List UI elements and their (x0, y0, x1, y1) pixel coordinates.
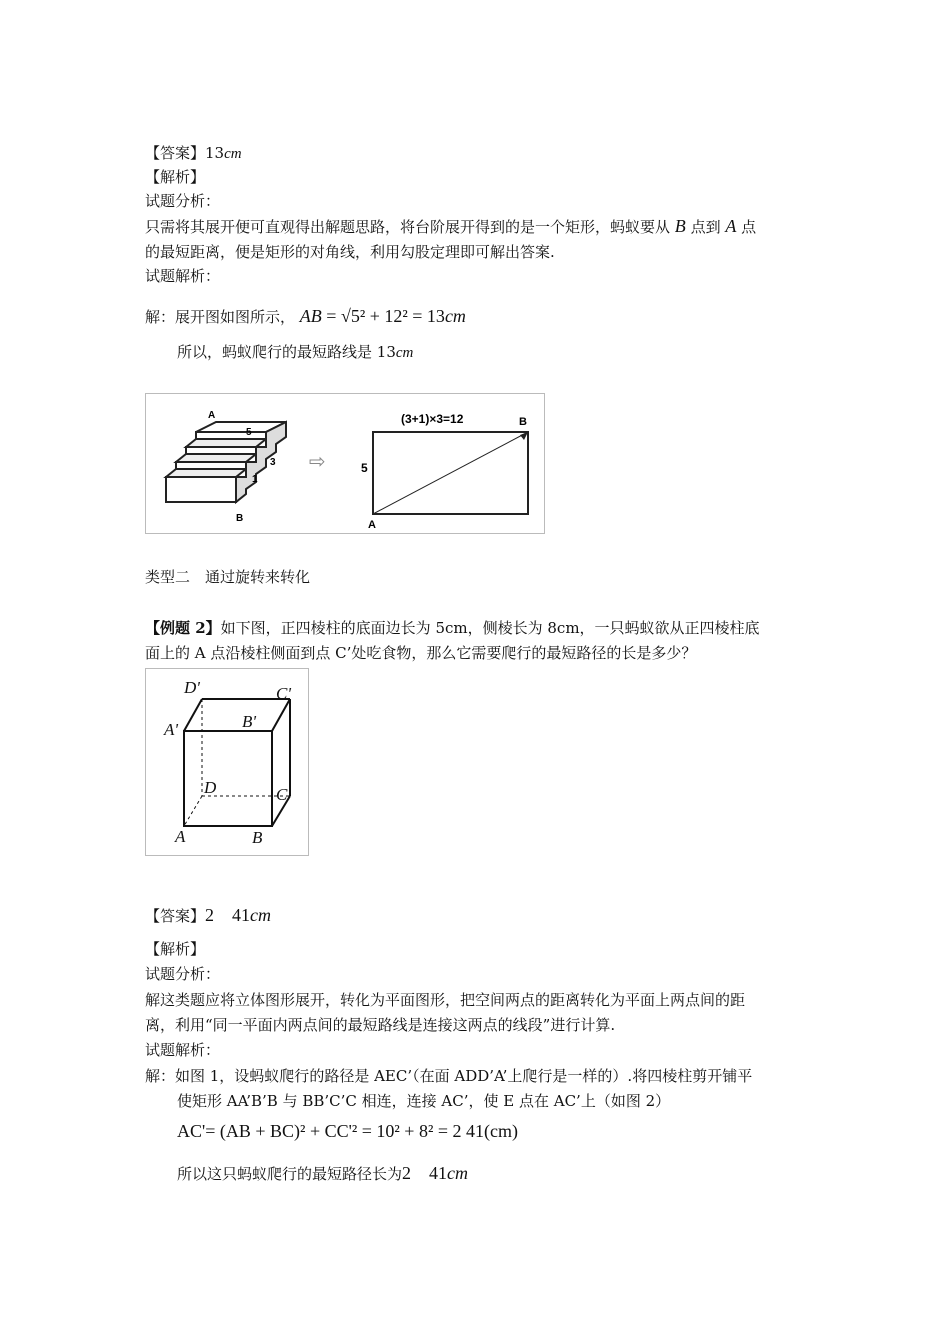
label-a: A (175, 827, 186, 846)
example-2: 【例题 2】如下图，正四棱柱的底面边长为 5cm，侧棱长为 8cm，一只蚂蚁欲从正四棱柱底 (145, 619, 760, 637)
analysis2-equation: AC'= (AB + BC)² + CC'² = 10² + 8² = 2 41(cm) (177, 1121, 518, 1141)
analysis2-text-a: 解这类题应将立体图形展开，转化为平面图形，把空间两点的距离转化为平面上两点间的距 (145, 991, 746, 1009)
example-2-line2: 面上的 A 点沿棱柱侧面到点 C’处吃食物，那么它需要爬行的最短路径的长是多少？ (145, 644, 697, 662)
analysis-label: 【解析】 (145, 168, 206, 186)
analysis2-sol-a: 解：如图 1，设蚂蚁爬行的路径是 AEC’（在面 ADD’A’上爬行是一样的）.将四棱柱剪开铺平 (145, 1067, 753, 1085)
rect-label-a: A (368, 519, 376, 531)
answer-label: 【答案】 (145, 144, 206, 162)
analysis-sub1: 试题分析： (145, 192, 221, 210)
stairs-label-b: B (236, 513, 244, 524)
analysis-text-2: 的最短距离，便是矩形的对角线，利用勾股定理即可解出答案. (145, 243, 555, 261)
analysis-sub2: 试题解析： (145, 267, 221, 285)
label-c: C (276, 785, 288, 804)
label-d: D (204, 778, 217, 797)
analysis2-sol-b: 使矩形 AA’B’B 与 BB’C’C 相连，连接 AC’，使 E 点在 AC’上（如图 2） (177, 1092, 671, 1110)
analysis2-conclusion: 所以这只蚂蚁爬行的最短路径长为2 41cm (177, 1163, 469, 1183)
solution-conclusion: 所以，蚂蚁爬行的最短路线是 13cm (177, 343, 414, 361)
solution-equation: 解：展开图如图所示， AB = √5² + 12² = 13cm (145, 306, 466, 326)
analysis-text: 只需将其展开便可直观得出解题思路，将台阶展开得到的是一个矩形，蚂蚁要从 B 点到 A 点 (145, 216, 757, 236)
rect-label-b: B (519, 416, 527, 428)
label-c-prime: C' (276, 684, 291, 703)
answer-2: 【答案】2 41cm (145, 905, 272, 925)
label-d-prime: D' (184, 678, 200, 697)
analysis2-text-b: 离，利用“同一平面内两点间的最短路线是连接这两点的线段”进行计算. (145, 1016, 616, 1034)
rect-title: (3+1)×3=12 (401, 412, 464, 426)
figure-prism (145, 668, 309, 856)
stairs-label-5: 5 (246, 427, 252, 438)
figure-stairs-unfold (145, 393, 545, 534)
label-a-prime: A' (164, 720, 179, 739)
label-b: B (252, 828, 263, 847)
prism-diagram (146, 669, 308, 855)
analysis2-sub1: 试题分析： (145, 965, 221, 983)
answer-1: 【答案】13cm (145, 144, 242, 162)
stairs-label-a: A (208, 410, 216, 421)
rect-side: 5 (361, 461, 368, 475)
label-b-prime: B' (242, 712, 257, 731)
analysis2-sub2: 试题解析： (145, 1041, 221, 1059)
analysis2-label: 【解析】 (145, 940, 206, 958)
stairs-label-3: 3 (270, 457, 276, 468)
section-title: 类型二 通过旋转来转化 (145, 568, 311, 586)
arrow-right-icon: ⇨ (309, 449, 326, 473)
stairs-diagram (146, 394, 544, 533)
stairs-label-1: 1 (252, 474, 258, 485)
